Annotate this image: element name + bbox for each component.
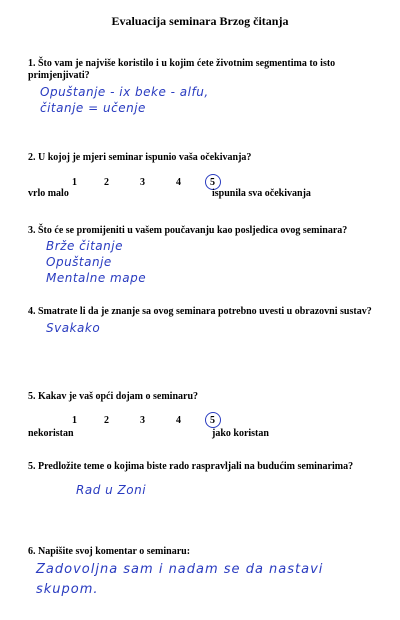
question-text: Što će se promijeniti u vašem poučavanju kao posljedica ovog seminara? xyxy=(38,225,348,236)
scale-option-5: 5 xyxy=(210,177,215,188)
scale-min-label: nekoristan xyxy=(28,428,74,439)
scale-option-3: 3 xyxy=(140,177,145,188)
scale-max-label: ispunila sva očekivanja xyxy=(212,188,311,199)
scale-option-1: 1 xyxy=(72,415,77,426)
scale-min-label: vrlo malo xyxy=(28,188,69,199)
scale-option-4: 4 xyxy=(176,415,181,426)
scale-max-label: jako koristan xyxy=(212,428,269,439)
scale-option-5: 5 xyxy=(210,415,215,426)
question-3 xyxy=(28,225,390,237)
question-5 xyxy=(28,391,390,403)
question-number: 3. xyxy=(28,225,36,236)
answer-4: Svakako xyxy=(46,321,101,335)
question-2 xyxy=(28,152,390,164)
question-text: Smatrate li da je znanje sa ovog seminara potrebno uvesti u obrazovni sustav? xyxy=(38,306,372,317)
answer-3-line-2: Opuštanje xyxy=(46,255,112,269)
question-text: Napišite svoj komentar o seminaru: xyxy=(38,546,191,557)
scale-option-2: 2 xyxy=(104,415,109,426)
selected-rating-circle xyxy=(205,412,221,428)
answer-1-line-1: Opuštanje - ix beke - alfu, xyxy=(40,85,209,99)
scale-option-1: 1 xyxy=(72,177,77,188)
question-number: 2. xyxy=(28,152,36,163)
question-number: 1. xyxy=(28,58,36,69)
answer-1-line-2: čitanje = učenje xyxy=(40,101,146,115)
question-text: U kojoj je mjeri seminar ispunio vaša očekivanja? xyxy=(38,152,252,163)
scale-option-4: 4 xyxy=(176,177,181,188)
question-4 xyxy=(28,306,390,318)
form-title: Evaluacija seminara Brzog čitanja xyxy=(111,14,289,28)
answer-6-line-2: skupom. xyxy=(36,582,99,597)
scale-option-2: 2 xyxy=(104,177,109,188)
question-number: 4. xyxy=(28,306,36,317)
question-text: Predložite teme o kojima biste rado raspravljali na budućim seminarima? xyxy=(38,461,354,472)
question-text: Što vam je najviše koristilo i u kojim ćete životnim segmentima to isto primjenjivati? xyxy=(28,58,336,81)
scale-option-3: 3 xyxy=(140,415,145,426)
question-text: Kakav je vaš opći dojam o seminaru? xyxy=(38,391,198,402)
question-number: 6. xyxy=(28,546,36,557)
answer-3-line-1: Brže čitanje xyxy=(46,239,123,253)
question-1 xyxy=(28,58,390,82)
answer-3-line-3: Mentalne mape xyxy=(46,271,147,285)
answer-5-topics: Rad u Zoni xyxy=(76,483,147,497)
question-7 xyxy=(28,546,390,558)
question-number: 5. xyxy=(28,461,36,472)
answer-6-line-1: Zadovoljna sam i nadam se da nastavi xyxy=(36,562,324,577)
question-6 xyxy=(28,461,390,473)
question-number: 5. xyxy=(28,391,36,402)
